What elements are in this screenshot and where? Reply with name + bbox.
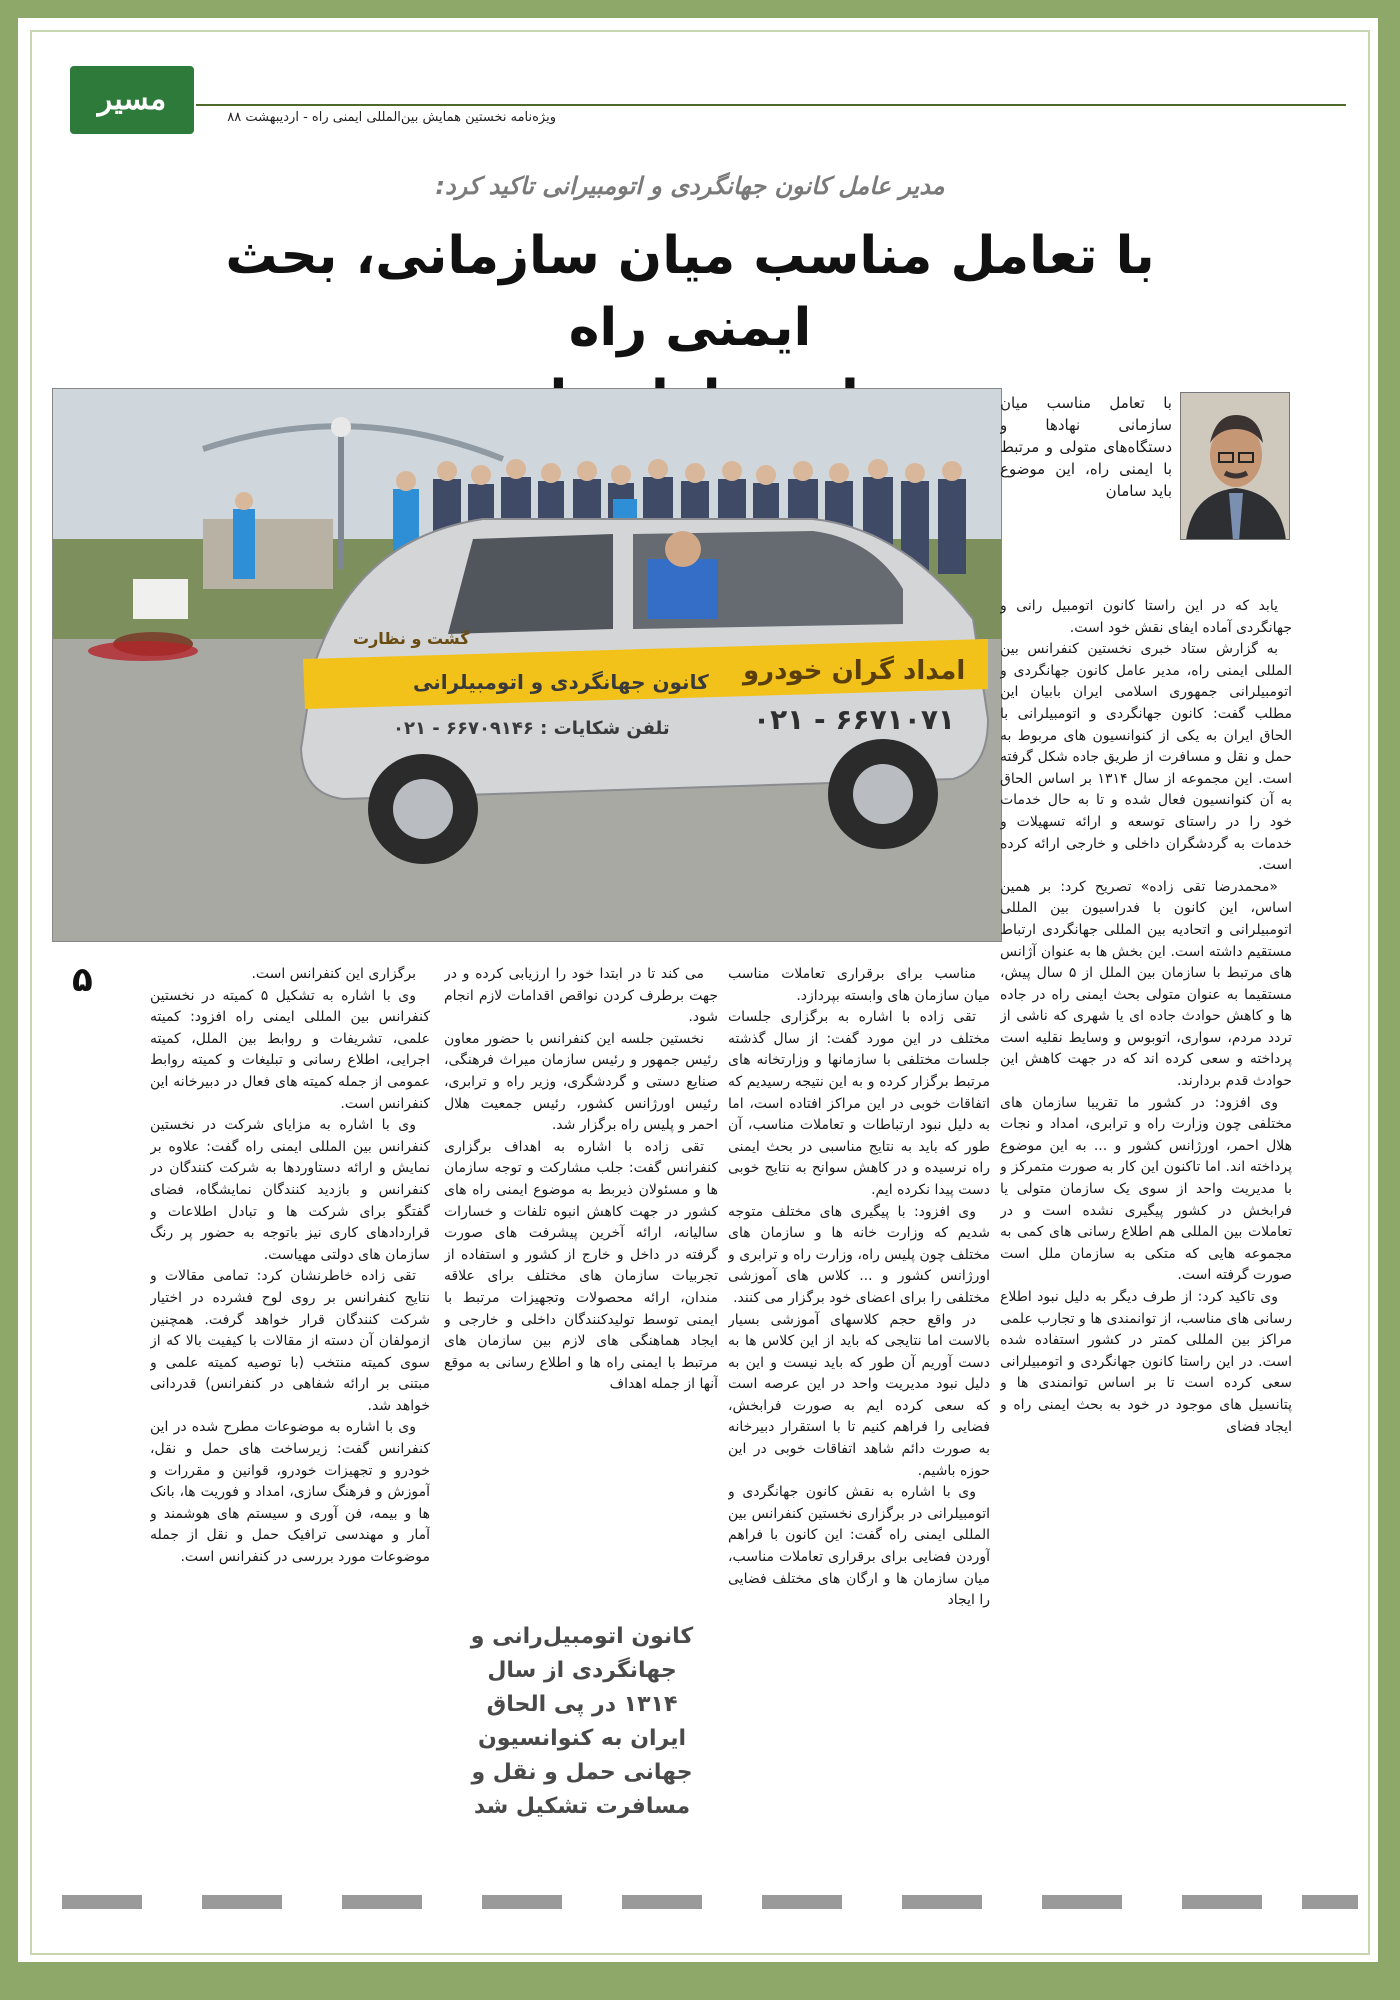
article-paragraph: وی با اشاره به مزایای شرکت در نخستین کنفرانس بین المللی ایمنی راه گفت: علاوه بر نمایش و ارائه دستاوردها به شرکت کنندگان در کنفرانس و بازدید کنندگان نمایشگاه، فضای گفتگو برای شرکت ها و تبادل اطلاعات و قراردادهای کاری نیز باتوجه به حضور پر رنگ سازمان های دولتی مهیاست.: [150, 1117, 430, 1263]
article-paragraph: وی تاکید کرد: از طرف دیگر به دلیل نبود اطلاع رسانی های مناسب، از توانمندی ها و تجارب علمی مراکز بین المللی کمتر در کشور استفاده شده است. در این راستا کانون جهانگردی و اتومبیلرانی سعی کرده است تا بر اساس توانمندی ها و پتانسیل های موجود در خود به بحث ایمنی راه و ایجاد فضای: [1000, 1289, 1292, 1435]
car-text-4: امداد گران خودرو: [743, 656, 966, 686]
masthead-logo: مسیر ایمن: [70, 66, 194, 134]
article-column-4: [150, 964, 430, 1884]
page-frame-right: [1378, 0, 1400, 2000]
article-paragraph: تقی زاده با اشاره به اهداف برگزاری کنفرانس گفت: جلب مشارکت و توجه سازمان ها و مسئولان ذیربط به موضوع ایمنی راه های کشور در جهت کاهش انبوه تلفات و خسارات سالیانه، ارائه آخرین پیشرفت های صورت گرفته در داخل و خارج از کشور و استفاده از تجربیات سازمان های مختلف برای علاقه مندان، ارائه محصولات وتجهیزات مرتبط با ایمنی توسط تولیدکنندگان داخلی و خارجی و ایجاد هماهنگی های لازم بین سازمان های مرتبط با ایمنی راه ها و اطلاع رسانی به موقع آنها از جمله اهداف: [444, 1138, 718, 1393]
article-paragraph: می کند تا در ابتدا خود را ارزیابی کرده و در جهت برطرف کردن نواقص اقدامات لازم انجام شود.: [444, 966, 718, 1026]
author-portrait: [1180, 392, 1290, 540]
footer-dash-bar: [62, 1895, 1362, 1909]
article-paragraph: در واقع حجم کلاسهای آموزشی بسیار بالاست اما نتایجی که باید از این کلاس ها به دست آوریم آن طور که باید نیست و این به دلیل نبود مدیریت واحد در این عرصه است که سعی کرده ایم به صورت فرابخش، فضایی را فراهم کنیم تا با استقرار دبیرخانه به صورت دائم شاهد اتفاقات خوبی در این حوزه باشیم.: [728, 1311, 990, 1479]
portrait-illustration: [1181, 393, 1290, 540]
footer-dash: [1042, 1895, 1122, 1909]
headline-line-1: با تعامل مناسب میان سازمانی، بحث ایمنی راه: [225, 226, 1155, 358]
page-number: ۵: [72, 960, 93, 1000]
car-text-1: گشت و نظارت: [353, 629, 470, 648]
article-paragraph: وی با اشاره به نقش کانون جهانگردی و اتومبیلرانی در برگزاری نخستین کنفرانس بین المللی ایمنی راه گفت: این کانون با فراهم آوردن فضایی برای برقراری تعاملات مناسب، میان سازمان ها و ارگان های مختلف فضایی را ایجاد: [728, 1484, 990, 1609]
article-paragraph: وی افزود: با پیگیری های مختلف متوجه شدیم که وزارت خانه ها و سازمان های مختلف چون پلیس راه، وزارت راه و ترابری و اورژانس کشور و ... کلاس های آموزشی مختلفی را برای اعضای خود برگزار می کنند.: [728, 1203, 990, 1306]
issue-line: ویژه‌نامه نخستین همایش بین‌المللی ایمنی راه - اردیبهشت ۸۸: [227, 110, 556, 125]
footer-dash: [202, 1895, 282, 1909]
article-paragraph: تقی زاده خاطرنشان کرد: تمامی مقالات و نتایج کنفرانس بر روی لوح فشرده در اختیار شرکت کنندگان قرار خواهد گرفت. همچنین ازمولفان آن دسته از مقالات با کیفیت بالا که از سوی کمیته منتخب (با توصیه کمیته علمی و مبتنی بر ارائه شفاهی در کنفرانس) قدردانی خواهد شد.: [150, 1268, 430, 1414]
article-paragraph: «محمدرضا تقی زاده» تصریح کرد: بر همین اساس، این کانون با فدراسیون بین المللی اتومبیلرانی و اتحادیه بین المللی جهانگردی ارتباط مستقیم داشته است. این بخش ها به عنوان آژانس های مرتبط با سازمان بین الملل از ۵ سال پیش، مستقیما به عنوان متولی بحث ایمنی راه در جاده ها و کاهش حوادث جاده ای یا شهری که ناشی از تردد مردم، سواری، اتوبوس و وسایط نقلیه است پرداخته و سعی کرده اند که در جهت کاهش این حوادث قدم بردارند.: [1000, 878, 1292, 1090]
article-intro: با تعامل مناسب میان سازمانی نهادها و دستگاه‌های متولی و مرتبط با ایمنی راه، این موضوع باید سامان: [1000, 394, 1172, 500]
article-paragraph: وی با اشاره به موضوعات مطرح شده در این کنفرانس گفت: زیرساخت های حمل و نقل، خودرو و تجهیزات خودرو، قوانین و مقررات و آموزش و فرهنگ سازی، امداد و فوریت ها، بانک ها و بیمه، فن آوری و سیستم های هوشمند و آمار و مهندسی ترافیک حمل و نقل از جمله موضوعات مورد بررسی در کنفرانس است.: [150, 1419, 430, 1566]
footer-dash: [902, 1895, 982, 1909]
article-paragraph: وی افزود: در کشور ما تقریبا سازمان های مختلفی چون وزارت راه و ترابری، امداد و نجات هلال احمر، اورژانس کشور و ... به این موضوع پرداخته اند. اما تاکنون این کار به صورت متمرکز و با مدیریت واحد از سوی یک سازمان متولی یا فرابخش در کشور پیگیری نشده است و در تعاملات بین المللی هم اطلاع رسانی های کمی به مجموعه هایی که متکی به سازمان ملل است صورت گرفته است.: [1000, 1094, 1292, 1284]
footer-dash: [1302, 1895, 1358, 1909]
page-frame-bottom: [0, 1962, 1400, 2000]
article-paragraph: به گزارش ستاد خبری نخستین کنفرانس بین المللی ایمنی راه، مدیر عامل کانون جهانگردی و اتومبیلرانی جمهوری اسلامی ایران بابیان این مطلب گفت: کانون جهانگردی و اتومبیلرانی با الحاق ایران به یکی از کنوانسیون های مربوط به حمل و نقل و مسافرت از طریق جاده شکل گرفته است. این مجموعه از سال ۱۳۱۴ بر اساس الحاق به آن کنوانسیون فعال شده و تا به حال خدمات خود را در راستای توسعه و ارائه تسهیلات و خدمات به گردشگران داخلی و خارجی ارائه کرده است.: [1000, 641, 1292, 874]
article-paragraph: نخستین جلسه این کنفرانس با حضور معاون رئیس جمهور و رئیس سازمان میراث فرهنگی، صنایع دستی و گردشگری، وزیر راه و ترابری، رئیس اورژانس کشور، رئیس جمعیت هلال احمر و پلیس راه برگزار شد.: [444, 1030, 718, 1134]
article-paragraph: تقی زاده با اشاره به برگزاری جلسات مختلف در این مورد گفت: از سال گذشته جلسات مختلفی با سازمانها و وزارتخانه های مرتبط برگزار کرده و به این نتیجه رسیدیم که اتفاقات خوبی در این مراکز افتاده است، اما به دلیل نبود ارتباطات و تعاملات مناسب، آن طور که باید به نتایج مناسبی در بحث ایمنی راه نرسیده و در کاهش سوانح به نتایج خوبی دست پیدا نکرده ایم.: [728, 1009, 990, 1198]
pull-quote: کانون اتومبیل‌رانی و جهانگردی از سال ۱۳۱۴ در پی الحاق ایران به کنوانسیون جهانی حمل و نقل و مسافرت تشکیل شد: [470, 1624, 694, 1819]
page-frame-top: [0, 0, 1400, 18]
article-column-3: [444, 964, 718, 1604]
article-column-1: [1000, 596, 1292, 1884]
article-paragraph: مناسب برای برقراری تعاملات مناسب میان سازمان های وابسته بپردازد.: [728, 966, 990, 1004]
article-paragraph: برگزاری این کنفرانس است.: [251, 966, 416, 982]
news-photo: [52, 388, 1002, 942]
footer-dash: [482, 1895, 562, 1909]
photo-illustration: [53, 389, 1002, 942]
footer-dash: [622, 1895, 702, 1909]
article-paragraph: وی با اشاره به تشکیل ۵ کمیته در نخستین کنفرانس بین المللی ایمنی راه افزود: کمیته علمی، تشریفات و روابط بین الملل، کمیته اجرایی، اطلاع رسانی و تبلیغات و کمیته روابط عمومی از جمله کمیته های فعال در دبیرخانه این کنفرانس است.: [150, 987, 430, 1112]
page-frame-left: [0, 0, 18, 2000]
article-kicker: مدیر عامل کانون جهانگردی و اتومبیرانی تاکید کرد:: [435, 172, 945, 200]
footer-dash: [1182, 1895, 1262, 1909]
footer-dash: [762, 1895, 842, 1909]
footer-dash: [62, 1895, 142, 1909]
article-paragraph: یابد که در این راستا کانون اتومبیل رانی و جهانگردی آماده ایفای نقش خود است.: [1000, 598, 1292, 636]
car-text-5: ۰۲۱ - ۶۶۷۱۰۷۱: [753, 703, 956, 736]
masthead-rule: [196, 104, 1346, 106]
footer-dash: [342, 1895, 422, 1909]
article-column-2: [728, 964, 990, 1884]
car-text-2: کانون جهانگردی و اتومبیلرانی: [413, 670, 709, 694]
car-text-3: تلفن شکایات : ۶۶۷۰۹۱۴۶ - ۰۲۱: [393, 718, 670, 739]
